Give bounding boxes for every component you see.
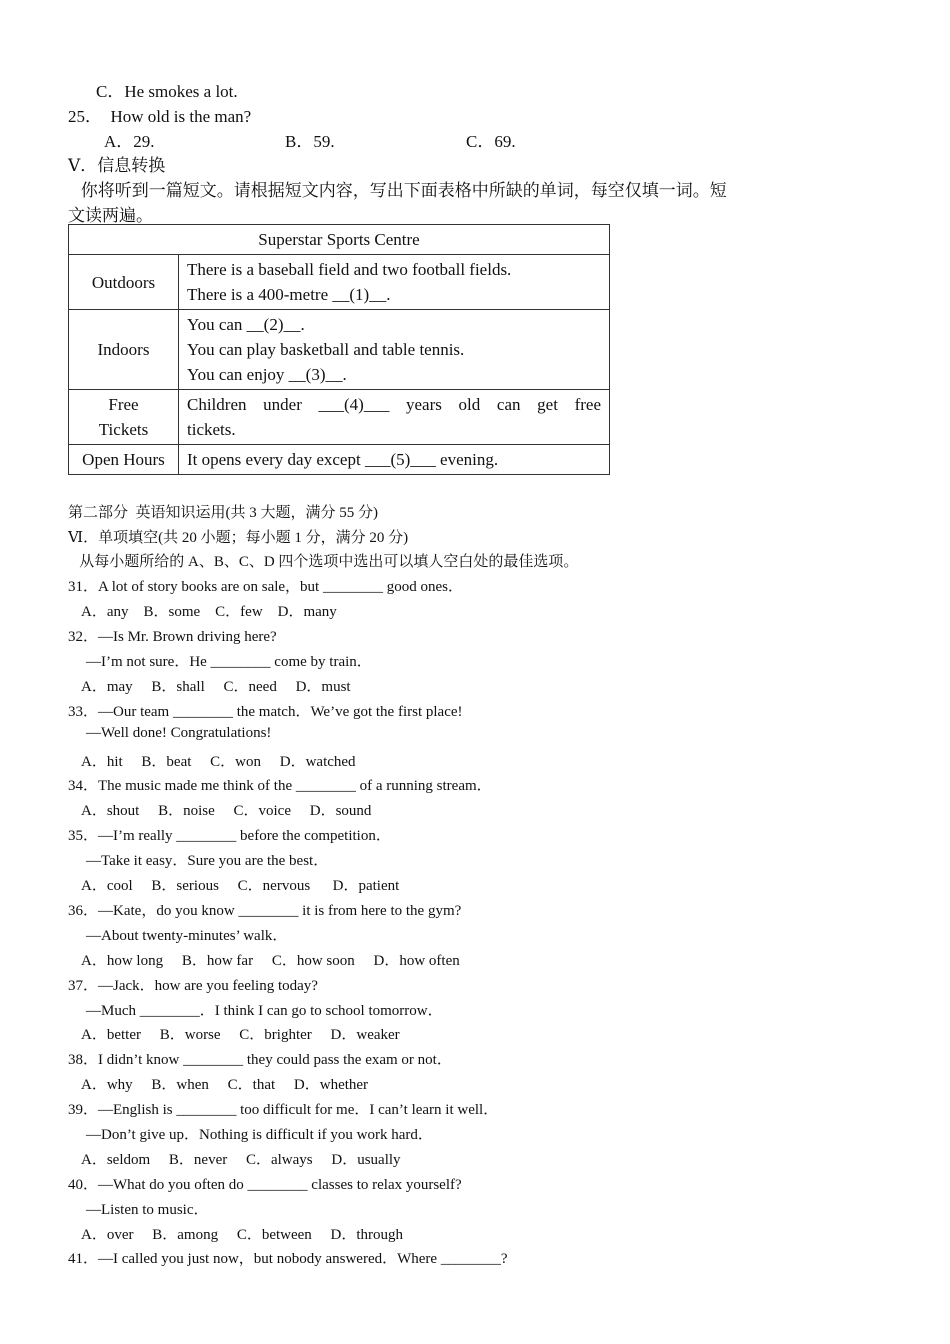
category-line: Tickets	[98, 420, 149, 439]
section5-instruction-line2: 文读两遍。	[68, 206, 153, 225]
q33-stem: 33．—Our team ________ the match．We’ve got the first place!	[68, 704, 463, 720]
category-outdoors: Outdoors	[69, 255, 179, 310]
q39-stem: 39．—English is ________ too difficult for me．I can’t learn it well．	[68, 1102, 499, 1118]
table-row-open-hours	[69, 445, 610, 475]
section5-heading: Ⅴ．信息转换	[68, 156, 166, 175]
sports-centre-table	[68, 224, 610, 475]
q40-stem: 40．—What do you often do ________ classes to relax yourself?	[68, 1177, 462, 1193]
q34-stem: 34．The music made me think of the ________ of a running stream．	[68, 778, 492, 794]
q40-options: A．over B．among C．between D．through	[81, 1227, 404, 1243]
q35-options: A．cool B．serious C．nervous D．patient	[81, 878, 400, 894]
detail-line-blank-4: Children under ___(4)___ years old can get free	[187, 395, 601, 414]
q24-option-c: C．He smokes a lot.	[96, 82, 238, 101]
q39-options: A．seldom B．never C．always D．usually	[81, 1152, 401, 1168]
q41-stem: 41．—I called you just now，but nobody answered．Where ________?	[68, 1251, 508, 1267]
category-open-hours: Open Hours	[69, 445, 179, 475]
q32-reply: —I’m not sure．He ________ come by train．	[86, 654, 372, 670]
table-row-free-tickets	[69, 390, 610, 445]
detail-line: There is a baseball field and two football fields.	[187, 260, 512, 279]
table-row-outdoors	[69, 255, 610, 310]
table-title: Superstar Sports Centre	[69, 225, 610, 255]
detail-line-blank-5: It opens every day except ___(5)___ evening.	[187, 450, 499, 469]
table-row-indoors	[69, 310, 610, 390]
q33-reply: —Well done! Congratulations!	[86, 725, 272, 741]
detail-line-blank-2: You can __(2)__.	[187, 315, 305, 334]
detail-line-blank-1: There is a 400-metre __(1)__.	[187, 285, 391, 304]
category-line: Free	[108, 395, 139, 414]
q33-options: A．hit B．beat C．won D．watched	[81, 754, 356, 770]
section5-instruction-line1: 你将听到一篇短文。请根据短文内容，写出下面表格中所缺的单词，每空仅填一词。短	[68, 181, 727, 200]
q37-reply: —Much ________．I think I can go to school tomorrow．	[86, 1003, 443, 1019]
detail-line: You can play basketball and table tennis.	[187, 340, 465, 359]
detail-line: tickets.	[187, 420, 236, 439]
table-title-row	[69, 225, 610, 255]
section6-instruction: 从每小题所给的 A、B、C、D 四个选项中选出可以填人空白处的最佳选项。	[68, 554, 579, 570]
details-free-tickets	[179, 390, 610, 445]
section6-heading: Ⅵ．单项填空(共 20 小题；每小题 1 分，满分 20 分)	[68, 530, 409, 546]
q34-options: A．shout B．noise C．voice D．sound	[81, 803, 372, 819]
details-outdoors	[179, 255, 610, 310]
part2-heading: 第二部分 英语知识运用(共 3 大题，满分 55 分)	[68, 505, 378, 521]
details-open-hours	[179, 445, 610, 475]
q25-stem: 25． How old is the man?	[68, 107, 252, 126]
q32-stem: 32．—Is Mr. Brown driving here?	[68, 629, 277, 645]
details-indoors	[179, 310, 610, 390]
q35-reply: —Take it easy．Sure you are the best．	[86, 853, 329, 869]
q37-options: A．better B．worse C．brighter D．weaker	[81, 1027, 400, 1043]
q37-stem: 37．—Jack．how are you feeling today?	[68, 978, 318, 994]
detail-line-blank-3: You can enjoy __(3)__.	[187, 365, 347, 384]
q32-options: A．may B．shall C．need D．must	[81, 679, 351, 695]
q38-options: A．why B．when C．that D．whether	[81, 1077, 369, 1093]
q36-stem: 36．—Kate，do you know ________ it is from here to the gym?	[68, 903, 462, 919]
q38-stem: 38．I didn’t know ________ they could pass the exam or not．	[68, 1052, 452, 1068]
category-indoors: Indoors	[69, 310, 179, 390]
q35-stem: 35．—I’m really ________ before the competition．	[68, 828, 391, 844]
q31-options: A．any B．some C．few D．many	[81, 604, 337, 620]
q25-option-a: A．29.	[104, 132, 155, 151]
q31-stem: 31．A lot of story books are on sale，but ________ good ones．	[68, 579, 463, 595]
q25-option-b: B．59.	[285, 132, 335, 151]
category-free-tickets	[69, 390, 179, 445]
q36-options: A．how long B．how far C．how soon D．how often	[81, 953, 460, 969]
q40-reply: —Listen to music．	[86, 1202, 209, 1218]
q39-reply: —Don’t give up．Nothing is difficult if you work hard．	[86, 1127, 433, 1143]
q36-reply: —About twenty-minutes’ walk．	[86, 928, 288, 944]
q25-option-c: C．69.	[466, 132, 516, 151]
